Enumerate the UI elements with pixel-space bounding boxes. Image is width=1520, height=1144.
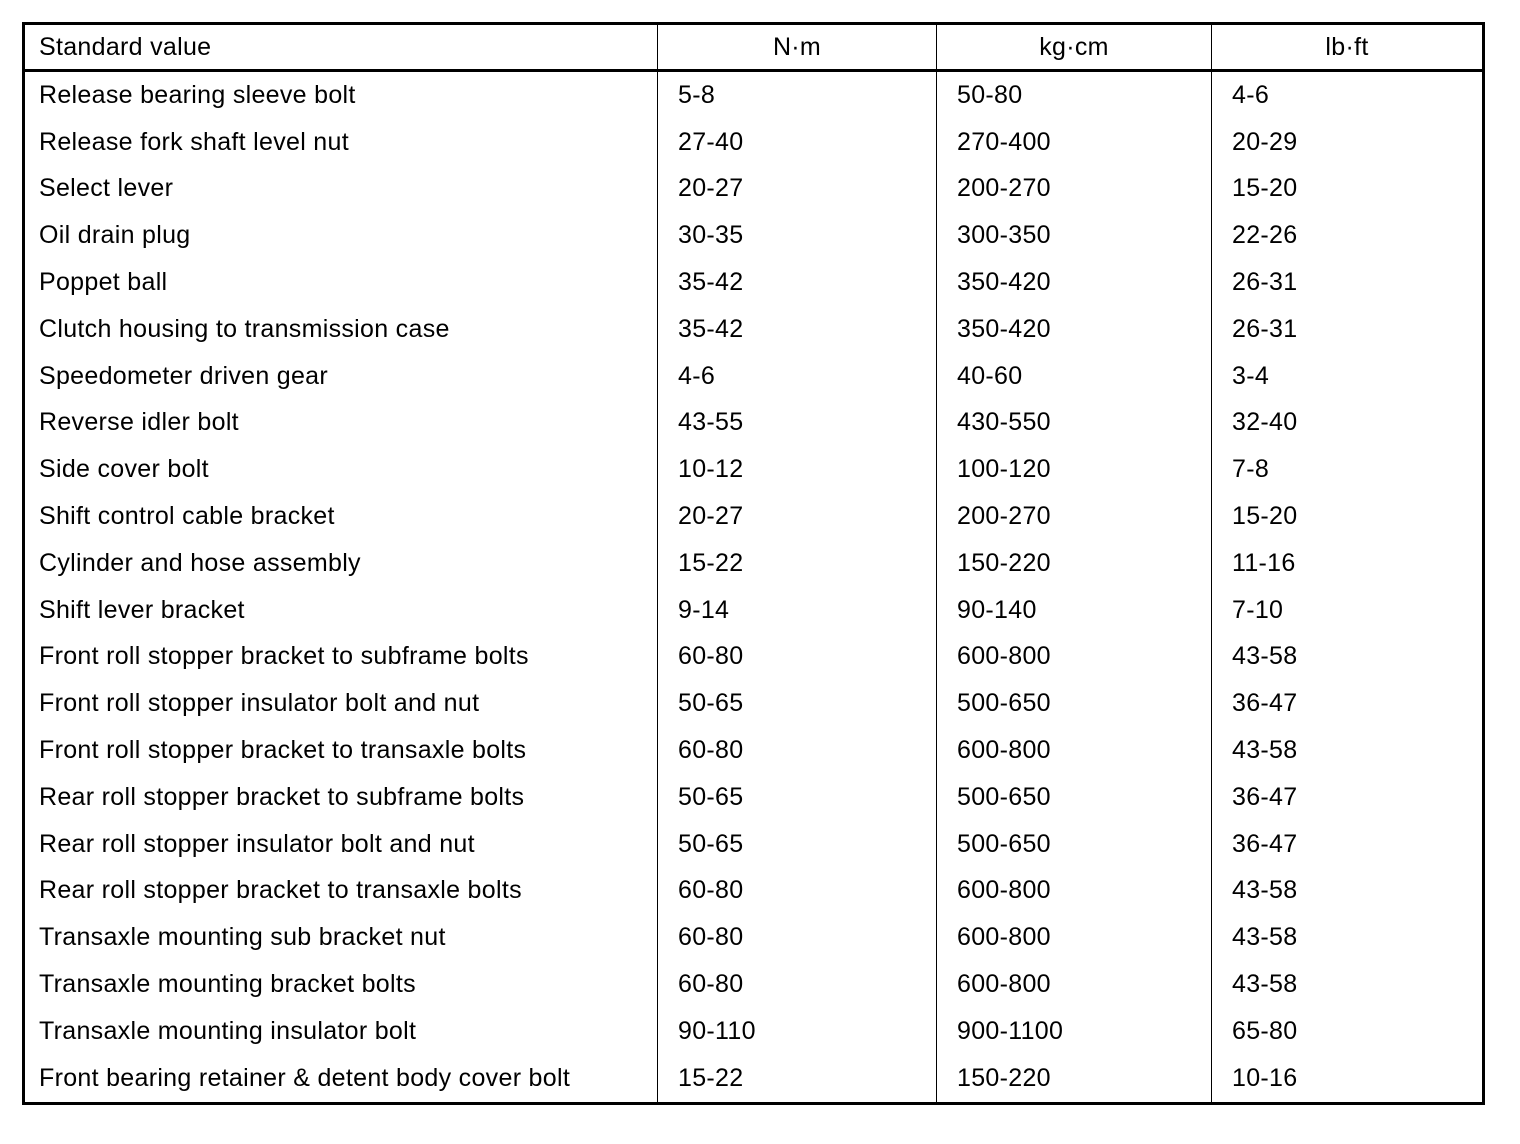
cell-item: Clutch housing to transmission case — [39, 314, 450, 343]
table-row — [24, 914, 1484, 961]
cell-item: Front roll stopper bracket to subframe bolts — [39, 642, 529, 671]
header-lbft: lb·ft — [1212, 24, 1484, 71]
table-row — [24, 259, 1484, 306]
cell-lbft: 32-40 — [1212, 400, 1484, 447]
cell-item: Rear roll stopper insulator bolt and nut — [39, 829, 475, 858]
cell-item: Speedometer driven gear — [39, 361, 329, 390]
cell-nm: 35-42 — [658, 259, 937, 306]
cell-kgcm: 200-270 — [937, 166, 1212, 213]
cell-item: Front roll stopper bracket to transaxle bolts — [39, 736, 527, 765]
table-row — [24, 493, 1484, 540]
cell-item: Front bearing retainer & detent body cover bolt — [39, 1063, 571, 1092]
header-kgcm: kg·cm — [937, 24, 1212, 71]
table-row — [24, 634, 1484, 681]
cell-item: Reverse idler bolt — [39, 408, 239, 437]
table-row — [24, 821, 1484, 868]
cell-kgcm: 350-420 — [937, 306, 1212, 353]
table-row — [24, 540, 1484, 587]
cell-kgcm: 40-60 — [937, 353, 1212, 400]
cell-nm: 90-110 — [658, 1008, 937, 1055]
cell-kgcm: 500-650 — [937, 680, 1212, 727]
cell-lbft: 26-31 — [1212, 306, 1484, 353]
cell-lbft: 36-47 — [1212, 774, 1484, 821]
cell-kgcm: 150-220 — [937, 1055, 1212, 1103]
cell-nm: 60-80 — [658, 914, 937, 961]
cell-lbft: 7-10 — [1212, 587, 1484, 634]
cell-lbft: 43-58 — [1212, 914, 1484, 961]
cell-lbft: 43-58 — [1212, 961, 1484, 1008]
table-row — [24, 774, 1484, 821]
cell-item: Shift lever bracket — [39, 595, 245, 624]
cell-lbft: 36-47 — [1212, 821, 1484, 868]
cell-lbft: 3-4 — [1212, 353, 1484, 400]
cell-lbft: 43-58 — [1212, 727, 1484, 774]
cell-item: Select lever — [39, 174, 174, 203]
cell-nm: 10-12 — [658, 446, 937, 493]
table-row — [24, 727, 1484, 774]
cell-nm: 27-40 — [658, 119, 937, 166]
cell-nm: 15-22 — [658, 540, 937, 587]
header-nm: N·m — [658, 24, 937, 71]
table-row — [24, 680, 1484, 727]
cell-lbft: 36-47 — [1212, 680, 1484, 727]
cell-item: Oil drain plug — [39, 221, 191, 250]
cell-lbft: 43-58 — [1212, 634, 1484, 681]
cell-item: Transaxle mounting insulator bolt — [39, 1016, 417, 1045]
cell-lbft: 11-16 — [1212, 540, 1484, 587]
cell-nm: 20-27 — [658, 493, 937, 540]
cell-item: Poppet ball — [39, 268, 168, 297]
cell-kgcm: 900-1100 — [937, 1008, 1212, 1055]
cell-item: Front roll stopper insulator bolt and nut — [39, 689, 480, 718]
cell-kgcm: 430-550 — [937, 400, 1212, 447]
cell-lbft: 7-8 — [1212, 446, 1484, 493]
header-row — [24, 24, 1484, 71]
cell-kgcm: 600-800 — [937, 868, 1212, 915]
cell-kgcm: 600-800 — [937, 634, 1212, 681]
table-row — [24, 868, 1484, 915]
cell-kgcm: 200-270 — [937, 493, 1212, 540]
cell-item: Rear roll stopper bracket to subframe bolts — [39, 782, 525, 811]
cell-nm: 5-8 — [658, 71, 937, 119]
table-row — [24, 1008, 1484, 1055]
table-row — [24, 119, 1484, 166]
table-row — [24, 71, 1484, 119]
cell-item: Shift control cable bracket — [39, 502, 335, 531]
cell-lbft: 15-20 — [1212, 493, 1484, 540]
cell-nm: 15-22 — [658, 1055, 937, 1103]
cell-nm: 50-65 — [658, 774, 937, 821]
cell-kgcm: 270-400 — [937, 119, 1212, 166]
torque-specification-table — [22, 22, 1485, 1105]
cell-kgcm: 150-220 — [937, 540, 1212, 587]
cell-lbft: 20-29 — [1212, 119, 1484, 166]
cell-nm: 50-65 — [658, 680, 937, 727]
cell-kgcm: 600-800 — [937, 727, 1212, 774]
cell-kgcm: 300-350 — [937, 212, 1212, 259]
cell-item: Side cover bolt — [39, 455, 209, 484]
cell-lbft: 26-31 — [1212, 259, 1484, 306]
table-row — [24, 353, 1484, 400]
cell-kgcm: 50-80 — [937, 71, 1212, 119]
cell-lbft: 65-80 — [1212, 1008, 1484, 1055]
table-header — [24, 24, 1484, 71]
cell-kgcm: 350-420 — [937, 259, 1212, 306]
table-row — [24, 212, 1484, 259]
cell-lbft: 4-6 — [1212, 71, 1484, 119]
table-row — [24, 446, 1484, 493]
cell-nm: 20-27 — [658, 166, 937, 213]
cell-nm: 35-42 — [658, 306, 937, 353]
table-row — [24, 306, 1484, 353]
cell-lbft: 10-16 — [1212, 1055, 1484, 1103]
table-row — [24, 166, 1484, 213]
header-standard-value: Standard value — [24, 24, 658, 71]
cell-nm: 9-14 — [658, 587, 937, 634]
cell-lbft: 15-20 — [1212, 166, 1484, 213]
cell-kgcm: 600-800 — [937, 961, 1212, 1008]
cell-lbft: 22-26 — [1212, 212, 1484, 259]
cell-kgcm: 90-140 — [937, 587, 1212, 634]
cell-nm: 50-65 — [658, 821, 937, 868]
cell-item: Release bearing sleeve bolt — [39, 80, 356, 109]
cell-kgcm: 100-120 — [937, 446, 1212, 493]
table-row — [24, 587, 1484, 634]
cell-nm: 43-55 — [658, 400, 937, 447]
cell-item: Transaxle mounting sub bracket nut — [39, 923, 446, 952]
table-row — [24, 1055, 1484, 1103]
cell-item: Transaxle mounting bracket bolts — [39, 970, 416, 999]
cell-nm: 60-80 — [658, 868, 937, 915]
table-body — [24, 71, 1484, 1104]
cell-nm: 60-80 — [658, 634, 937, 681]
table-row — [24, 400, 1484, 447]
cell-nm: 4-6 — [658, 353, 937, 400]
cell-kgcm: 600-800 — [937, 914, 1212, 961]
cell-item: Release fork shaft level nut — [39, 127, 349, 156]
cell-nm: 60-80 — [658, 727, 937, 774]
table-row — [24, 961, 1484, 1008]
cell-lbft: 43-58 — [1212, 868, 1484, 915]
cell-nm: 60-80 — [658, 961, 937, 1008]
cell-item: Rear roll stopper bracket to transaxle bolts — [39, 876, 522, 905]
cell-item: Cylinder and hose assembly — [39, 548, 361, 577]
cell-kgcm: 500-650 — [937, 821, 1212, 868]
cell-kgcm: 500-650 — [937, 774, 1212, 821]
cell-nm: 30-35 — [658, 212, 937, 259]
